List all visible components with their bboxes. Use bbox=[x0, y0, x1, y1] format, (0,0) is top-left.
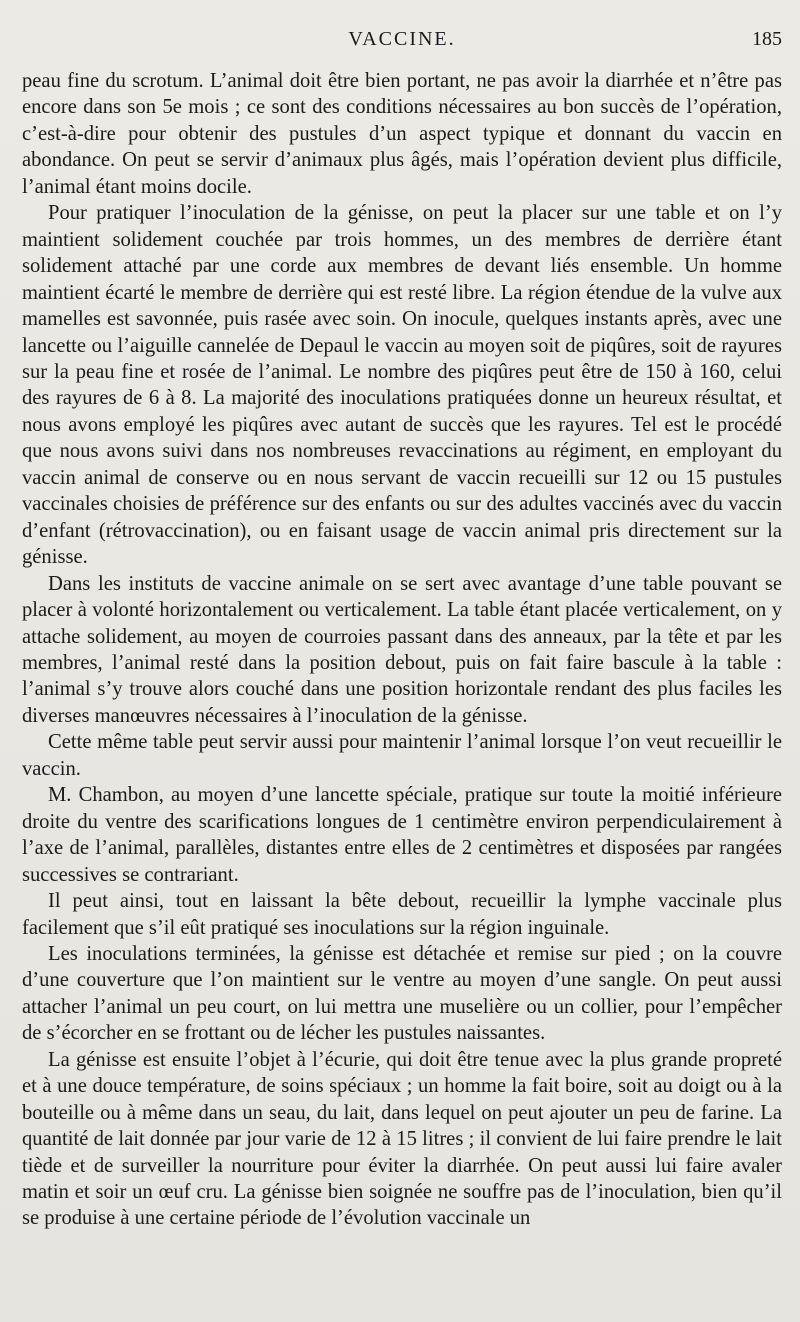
paragraph-standing: Il peut ainsi, tout en laissant la bête debout, recueillir la lymphe vaccinale plus facilement que s’il eût pratiqué ses inoculations sur la région inguinale. bbox=[22, 890, 782, 939]
paragraph-institutes: Dans les instituts de vaccine animale on se sert avec avantage d’une table pouvant se placer à volonté horizontalement ou verticalement. La table étant placée verticalement, on y attache solidement, au moyen de courroies passant dans des anneaux, par la tête et par les membres, l’animal resté dans la position debout, puis on fait faire bascule à la table : l’animal s’y trouve alors couché dans une position horizontale rendant des plus faciles les diverses manœuvres nécessaires à l’inoculation de la génisse. bbox=[22, 572, 782, 727]
running-title: VACCINE. bbox=[348, 28, 456, 50]
page-number: 185 bbox=[752, 28, 782, 50]
paragraph-chambon: M. Chambon, au moyen d’une lancette spéciale, pratique sur toute la moitié inférieure droite du ventre des scarifications longues de 1 centimètre environ perpendiculairement à l’axe de l’animal, parallèles, distantes entre elles de 2 centimètres et disposées par rangées successives se contrariant. bbox=[22, 784, 782, 886]
paragraph-continuation: peau fine du scrotum. L’animal doit être bien portant, ne pas avoir la diarrhée et n’être pas encore dans son 5e mois ; ce sont des conditions nécessaires au bon succès de l’opération, c’est-à-dire pour obtenir des pustules d’un aspect typique et donnant du vaccin en abondance. On peut se servir d’animaux plus âgés, mais l’opération devient plus difficile, l’animal étant moins docile. bbox=[22, 70, 782, 198]
paragraph-stable-care: La génisse est ensuite l’objet à l’écurie, qui doit être tenue avec la plus grande propreté et à une douce température, de soins spéciaux ; un homme la fait boire, soit au doigt ou à la bouteille ou à même dans un seau, du lait, dans lequel on peut ajouter un peu de farine. La quantité de lait donnée par jour varie de 12 à 15 litres ; il convient de lui faire prendre le lait tiède et de surveiller la nourriture pour éviter la diarrhée. On peut aussi lui faire avaler matin et soir un œuf cru. La génisse bien soignée ne souffre pas de l’inoculation, bien qu’il se produise à une certaine période de l’évolution vaccinale un bbox=[22, 1048, 782, 1230]
paragraph-after-inoculation: Les inoculations terminées, la génisse est détachée et remise sur pied ; on la couvre d’une couverture que l’on maintient sur le ventre au moyen d’une sangle. On peut aussi attacher l’animal un peu court, on lui mettra une muselière ou un collier, pour l’empêcher de s’écorcher en se frottant ou de lécher les pustules naissantes. bbox=[22, 942, 782, 1045]
body-text bbox=[22, 68, 782, 1232]
paragraph-inoculation-table: Pour pratiquer l’inoculation de la génisse, on peut la placer sur une table et on l’y maintient solidement couchée par trois hommes, un des membres de derrière étant solidement attaché par une corde aux membres de devant liés ensemble. Un homme maintient écarté le membre de derrière qui est resté libre. La région étendue de la vulve aux mamelles est savonnée, puis rasée avec soin. On inocule, quelques instants après, avec une lancette ou l’aiguille cannelée de Depaul le vaccin au moyen soit de piqûres, soit de rayures sur la peau fine et rosée de l’animal. Le nombre des piqûres peut être de 150 à 160, celui des rayures de 6 à 8. La majorité des inoculations pratiquées donne un heureux résultat, et nous avons employé les piqûres avec autant de succès que les rayures. Tel est le procédé que nous avons suivi dans nos nombreuses revaccinations au régiment, en employant du vaccin animal de conserve ou en nous servant de vaccin recueilli sur 12 ou 15 pustules vaccinales choisies de préférence sur des enfants ou sur des adultes vaccinés avec du vaccin d’enfant (rétrovaccination), ou en faisant usage de vaccin animal pris directement sur la génisse. bbox=[22, 202, 782, 569]
running-head bbox=[22, 28, 782, 68]
paragraph-same-table: Cette même table peut servir aussi pour maintenir l’animal lorsque l’on veut recueillir le vaccin. bbox=[22, 731, 782, 780]
